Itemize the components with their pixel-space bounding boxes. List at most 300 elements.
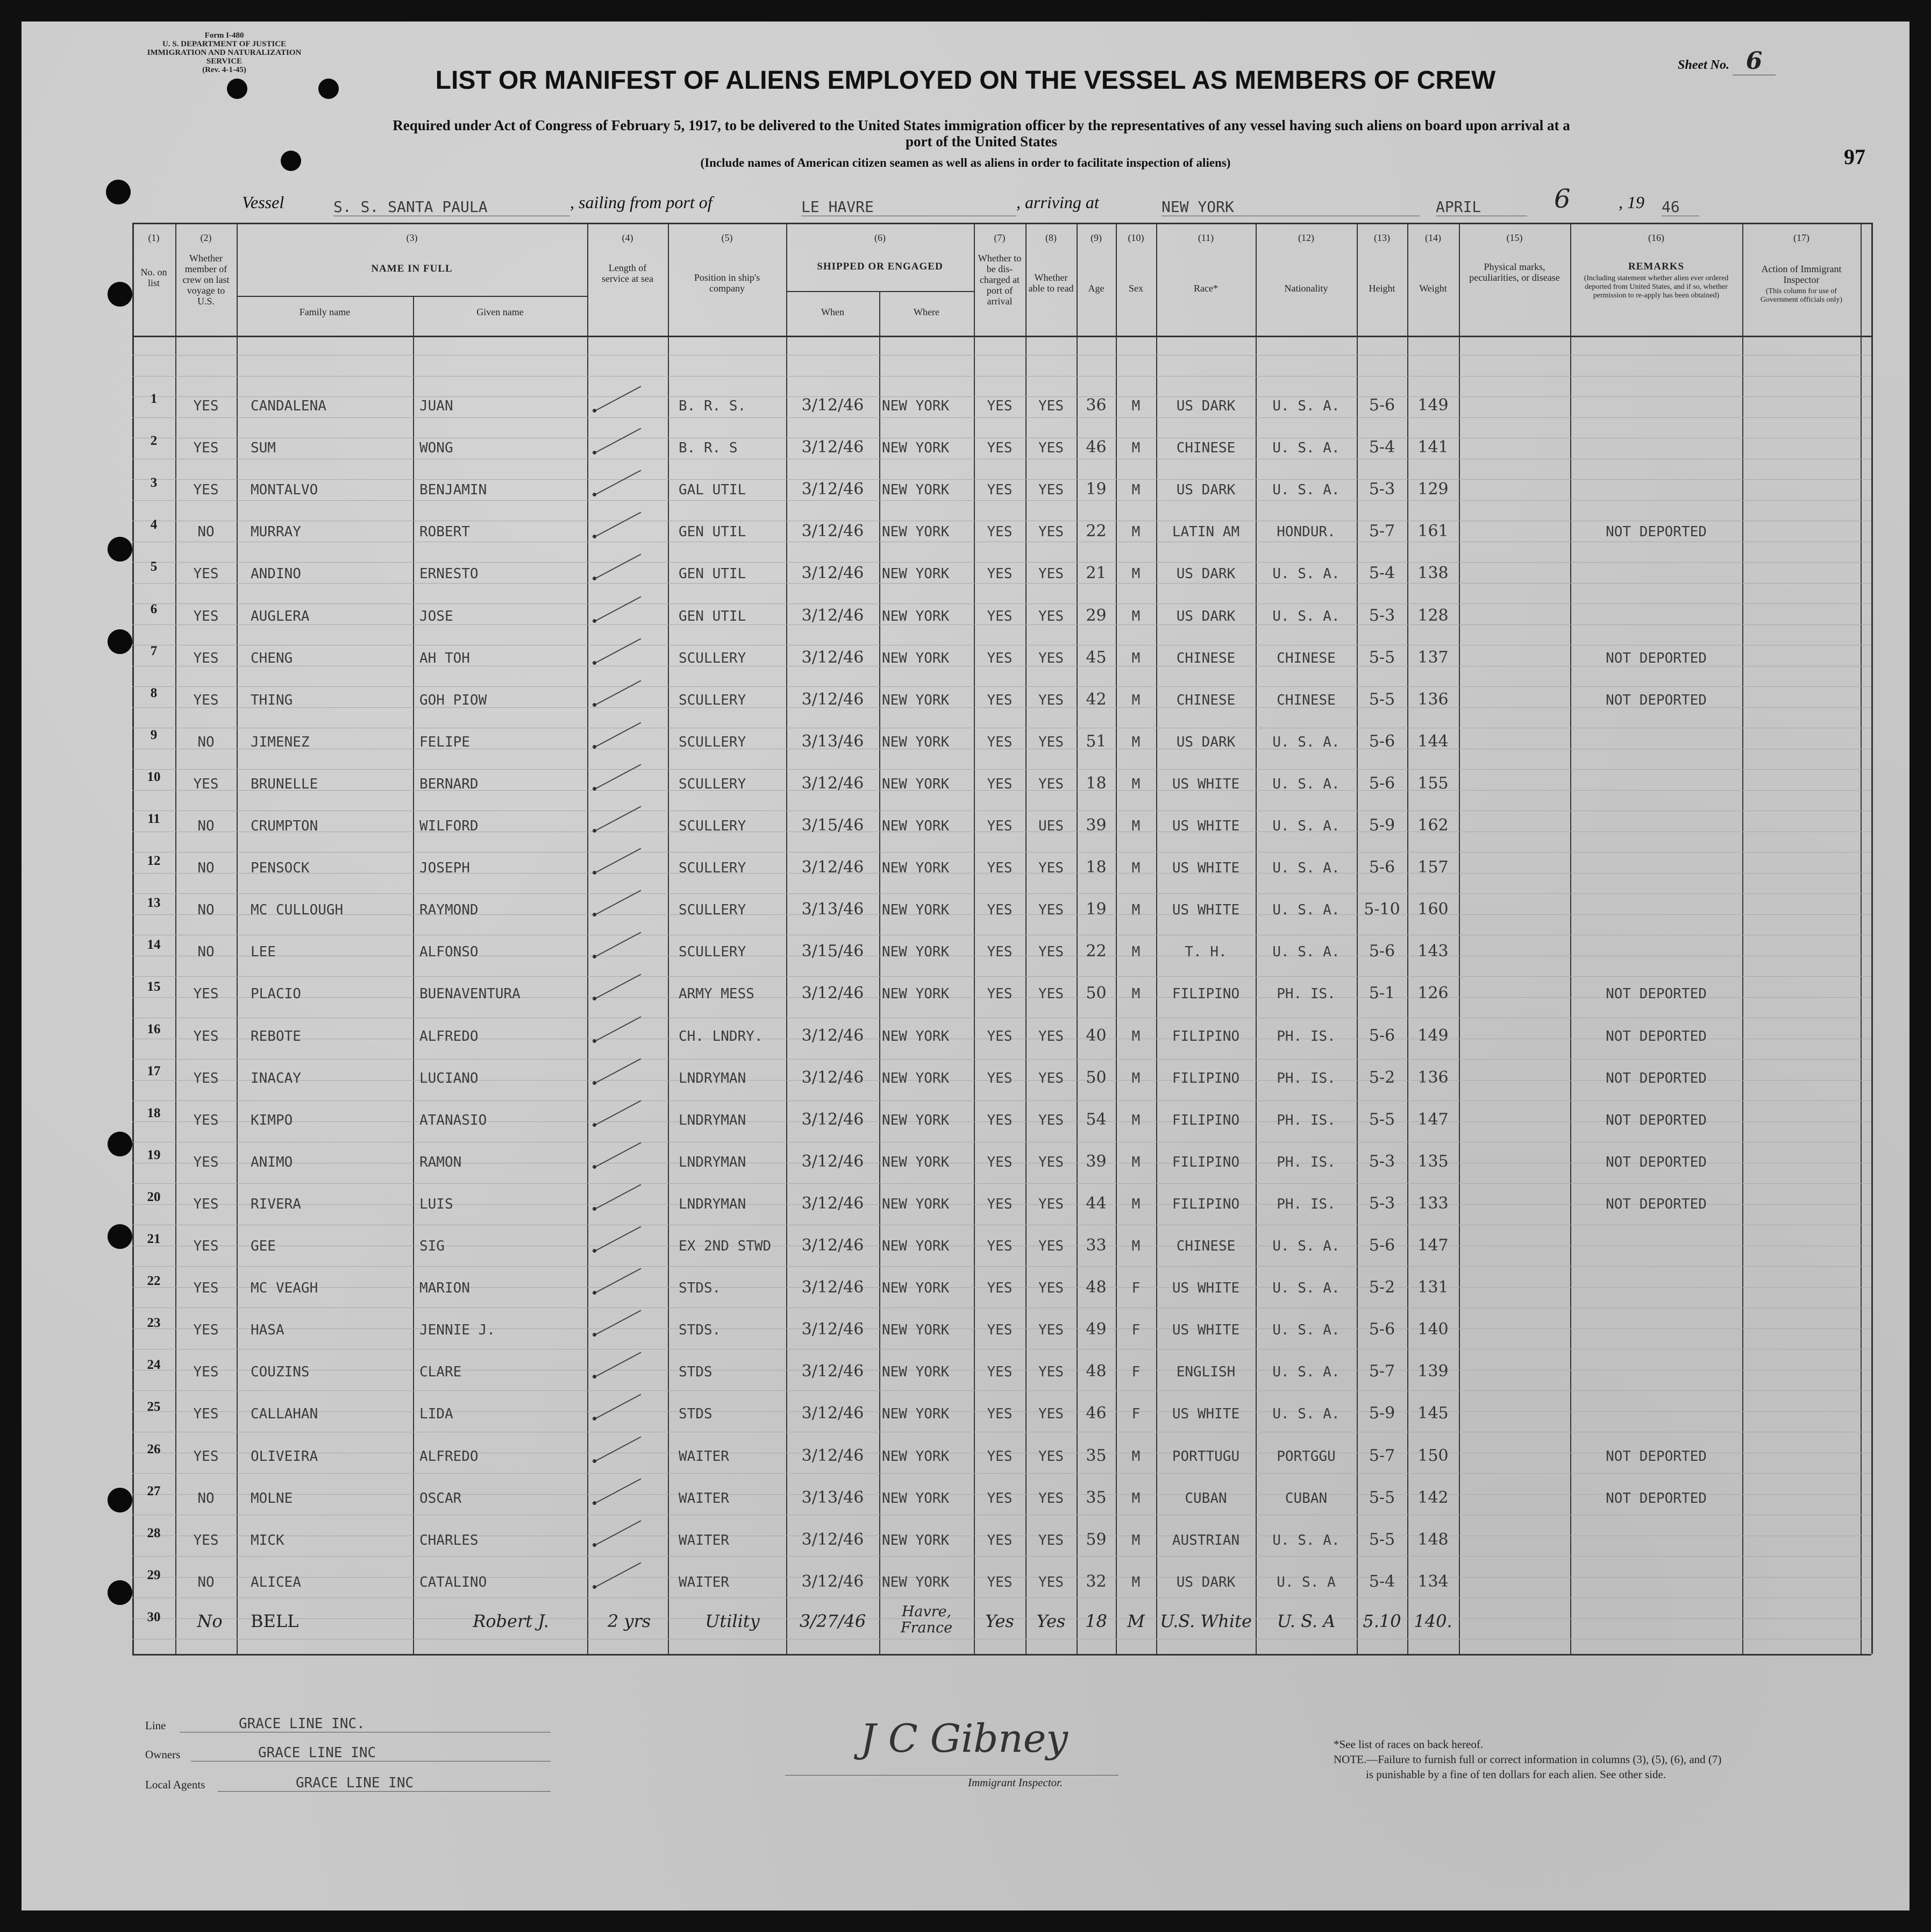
cell-sex: M [1131, 986, 1141, 1002]
subtitle-line-1: Required under Act of Congress of February 5, 1917, to be delivered to the United States immigration officer by the representatives of any vessel having such aliens on board upon arrival at a [393, 117, 1570, 133]
cell-race: US DARK [1176, 1574, 1236, 1590]
check-mark [596, 1394, 642, 1419]
cell-nationality: CUBAN [1285, 1490, 1328, 1507]
cell-age: 21 [1086, 564, 1107, 583]
cell-given: CATALINO [419, 1574, 487, 1590]
check-mark [596, 638, 642, 663]
cell-position: STDS. [679, 1280, 721, 1296]
cell-read: Yes [1036, 1611, 1066, 1631]
cell-discharged: YES [987, 1238, 1013, 1254]
cell-sex: M [1131, 650, 1141, 666]
cell-race: US WHITE [1172, 776, 1240, 792]
cell-given: JOSE [419, 608, 453, 624]
check-mark-dot [593, 745, 596, 749]
cell-family: MURRAY [251, 524, 301, 540]
cell-no: 15 [147, 979, 161, 994]
cell-weight: 144 [1417, 732, 1449, 751]
cell-read: YES [1038, 1448, 1064, 1465]
cell-height: 5-3 [1369, 1194, 1395, 1213]
cell-read: YES [1038, 1406, 1064, 1422]
cell-read: YES [1038, 1154, 1064, 1170]
cell-when: 3/12/46 [801, 774, 864, 793]
cell-age: 19 [1086, 480, 1107, 499]
check-mark [596, 512, 642, 537]
cell-no: 30 [147, 1610, 161, 1624]
cell-crew: NO [197, 1490, 215, 1507]
sheet-number-label: Sheet No. [1678, 58, 1729, 72]
cell-sex: M [1131, 398, 1141, 414]
cell-crew: YES [193, 1532, 219, 1549]
cell-when: 3/12/46 [801, 1446, 864, 1465]
cell-no: 24 [147, 1358, 161, 1372]
cell-nationality: U. S. A. [1272, 1364, 1340, 1380]
cell-given: ALFREDO [419, 1448, 479, 1465]
col9-header: Age [1088, 283, 1105, 294]
check-mark-dot [593, 1207, 596, 1211]
cell-discharged: YES [987, 1364, 1013, 1380]
cell-no: 22 [147, 1274, 161, 1288]
cell-no: 17 [147, 1064, 161, 1078]
cell-where: France [900, 1620, 953, 1636]
cell-age: 42 [1086, 690, 1107, 709]
manifest-sheet [22, 22, 1909, 1910]
cell-no: 4 [150, 517, 158, 532]
cell-no: 18 [147, 1106, 161, 1120]
cell-race: FILIPINO [1172, 1028, 1240, 1045]
cell-discharged: YES [987, 1028, 1013, 1045]
cell-no: 7 [150, 644, 158, 658]
cell-where: NEW YORK [882, 734, 950, 750]
cell-discharged: YES [987, 608, 1013, 624]
cell-weight: 143 [1417, 942, 1449, 961]
check-mark [596, 764, 642, 789]
check-mark-dot [593, 829, 596, 833]
cell-discharged: YES [987, 482, 1013, 498]
cell-position: SCULLERY [679, 734, 746, 750]
cell-sex: M [1131, 818, 1141, 834]
cell-remarks: NOT DEPORTED [1606, 650, 1707, 666]
vessel-name: S. S. SANTA PAULA [333, 198, 570, 216]
agents-value: GRACE LINE INC [218, 1775, 551, 1792]
cell-sex: F [1131, 1280, 1141, 1296]
cell-sex: M [1131, 860, 1141, 876]
cell-crew: YES [193, 986, 219, 1002]
cell-remarks: NOT DEPORTED [1606, 1070, 1707, 1086]
cell-no: 13 [147, 896, 161, 910]
cell-when: 3/15/46 [801, 816, 864, 835]
cell-when: 3/12/46 [801, 438, 864, 457]
check-mark [596, 806, 642, 831]
check-mark-dot [593, 577, 596, 580]
cell-given: ROBERT [419, 524, 470, 540]
cell-race: CUBAN [1185, 1490, 1227, 1507]
check-mark [596, 554, 642, 579]
cell-no: 1 [150, 392, 158, 406]
cell-no: 16 [147, 1022, 161, 1036]
cell-race: US WHITE [1172, 818, 1240, 834]
service: IMMIGRATION AND NATURALIZATION SERVICE [147, 48, 302, 66]
cell-weight: 138 [1417, 564, 1449, 583]
cell-race: US DARK [1176, 398, 1236, 414]
cell-position: SCULLERY [679, 650, 746, 666]
col11-number: (11) [1198, 232, 1214, 243]
cell-when: 3/15/46 [801, 942, 864, 961]
cell-where: Havre, [901, 1603, 952, 1620]
cell-race: US DARK [1176, 734, 1236, 750]
cell-position: B. R. S. [679, 398, 746, 414]
cell-height: 5-4 [1369, 564, 1395, 583]
cell-nationality: U. S. A. [1272, 734, 1340, 750]
cell-family: CRUMPTON [251, 818, 318, 834]
cell-nationality: U. S. A. [1272, 944, 1340, 960]
check-mark [596, 1184, 642, 1209]
cell-when: 3/12/46 [801, 1404, 864, 1423]
cell-read: YES [1038, 650, 1064, 666]
check-mark [596, 1437, 642, 1461]
check-mark-dot [593, 1123, 596, 1127]
col17-subheader: (This column for use of Government officials only) [1760, 287, 1843, 304]
cell-no: 23 [147, 1316, 161, 1330]
cell-nationality: CHINESE [1277, 650, 1336, 666]
cell-position: WAITER [679, 1490, 729, 1507]
cell-family: CANDALENA [251, 398, 326, 414]
subtitle-line-2: port of the United States [906, 133, 1057, 150]
cell-age: 45 [1086, 648, 1107, 667]
cell-read: YES [1038, 1112, 1064, 1128]
cell-age: 51 [1086, 732, 1107, 751]
col13-number: (13) [1374, 232, 1390, 243]
cell-age: 33 [1086, 1236, 1107, 1255]
cell-discharged: YES [987, 440, 1013, 456]
cell-given: CLARE [419, 1364, 462, 1380]
cell-no: 25 [147, 1400, 161, 1414]
check-mark-dot [593, 1543, 596, 1547]
cell-nationality: U. S. A. [1272, 776, 1340, 792]
cell-position: SCULLERY [679, 818, 746, 834]
cell-height: 5-6 [1369, 732, 1395, 751]
cell-height: 5-10 [1364, 900, 1400, 919]
cell-read: YES [1038, 1490, 1064, 1507]
cell-service: 2 yrs [607, 1611, 651, 1631]
agents-label: Local Agents [145, 1778, 205, 1791]
col5-header: Position in ship's company [694, 272, 760, 294]
cell-family: ALICEA [251, 1574, 301, 1590]
cell-position: GEN UTIL [679, 608, 746, 624]
cell-position: GEN UTIL [679, 566, 746, 582]
cell-given: RAYMOND [419, 902, 479, 918]
cell-nationality: HONDUR. [1277, 524, 1336, 540]
cell-sex: M [1131, 1448, 1141, 1465]
cell-read: YES [1038, 1070, 1064, 1086]
cell-where: NEW YORK [882, 1532, 950, 1549]
cell-height: 5-6 [1369, 858, 1395, 877]
cell-race: FILIPINO [1172, 1196, 1240, 1212]
cell-family: MONTALVO [251, 482, 318, 498]
cell-position: WAITER [679, 1532, 729, 1549]
cell-position: LNDRYMAN [679, 1112, 746, 1128]
cell-when: 3/12/46 [801, 522, 864, 541]
cell-discharged: YES [987, 776, 1013, 792]
check-mark [596, 974, 642, 999]
cell-discharged: YES [987, 986, 1013, 1002]
cell-read: YES [1038, 608, 1064, 624]
check-mark [596, 1310, 642, 1335]
cell-height: 5-6 [1369, 1026, 1395, 1045]
cell-no: 26 [147, 1442, 161, 1457]
cell-race: US WHITE [1172, 1280, 1240, 1296]
cell-where: NEW YORK [882, 1070, 950, 1086]
cell-where: NEW YORK [882, 902, 950, 918]
cell-where: NEW YORK [882, 1322, 950, 1338]
cell-read: YES [1038, 944, 1064, 960]
cell-when: 3/12/46 [801, 648, 864, 667]
col4-header: Length of service at sea [602, 262, 653, 284]
cell-age: 39 [1086, 1152, 1107, 1171]
cell-discharged: YES [987, 1490, 1013, 1507]
cell-sex: M [1131, 1112, 1141, 1128]
cell-remarks: NOT DEPORTED [1606, 1154, 1707, 1170]
cell-weight: 134 [1417, 1572, 1449, 1591]
cell-discharged: YES [987, 1112, 1013, 1128]
cell-crew: NO [197, 860, 215, 876]
check-mark-dot [593, 1501, 596, 1505]
page-title: LIST OR MANIFEST OF ALIENS EMPLOYED ON THE VESSEL AS MEMBERS OF CREW [435, 66, 1496, 95]
cell-nationality: U. S. A [1277, 1611, 1336, 1631]
cell-given: BUENAVENTURA [419, 986, 521, 1002]
cell-no: 2 [150, 434, 158, 448]
cell-nationality: U. S. A. [1272, 398, 1340, 414]
cell-age: 36 [1086, 396, 1107, 415]
cell-discharged: YES [987, 734, 1013, 750]
cell-position: SCULLERY [679, 776, 746, 792]
cell-where: NEW YORK [882, 398, 950, 414]
cell-race: US DARK [1176, 566, 1236, 582]
cell-given: SIG [419, 1238, 445, 1254]
col2-number: (2) [200, 232, 212, 243]
cell-where: NEW YORK [882, 986, 950, 1002]
cell-where: NEW YORK [882, 1406, 950, 1422]
cell-nationality: U. S. A [1277, 1574, 1336, 1590]
cell-height: 5-3 [1369, 606, 1395, 625]
cell-weight: 135 [1417, 1152, 1449, 1171]
cell-discharged: YES [987, 1070, 1013, 1086]
cell-height: 5-1 [1369, 984, 1395, 1003]
cell-age: 18 [1086, 858, 1107, 877]
cell-no: 12 [147, 854, 161, 868]
cell-family: BELL [251, 1611, 299, 1631]
cell-height: 5-5 [1369, 1110, 1395, 1129]
cell-no: 8 [150, 686, 158, 700]
cell-given: JENNIE J. [419, 1322, 495, 1338]
col16-header: REMARKS [1628, 261, 1685, 272]
cell-family: LEE [251, 944, 276, 960]
line-label: Line [145, 1719, 166, 1732]
cell-where: NEW YORK [882, 440, 950, 456]
cell-crew: YES [193, 1406, 219, 1422]
cell-when: 3/12/46 [801, 1362, 864, 1381]
cell-sex: M [1131, 734, 1141, 750]
cell-height: 5.10 [1363, 1611, 1401, 1631]
cell-when: 3/12/46 [801, 564, 864, 583]
cell-crew: NO [197, 734, 215, 750]
cell-weight: 126 [1417, 984, 1449, 1003]
cell-height: 5-5 [1369, 1488, 1395, 1507]
cell-height: 5-3 [1369, 480, 1395, 499]
cell-family: ANDINO [251, 566, 301, 582]
cell-where: NEW YORK [882, 566, 950, 582]
cell-no: 6 [150, 602, 158, 616]
cell-discharged: YES [987, 1532, 1013, 1549]
cell-sex: M [1131, 776, 1141, 792]
cell-where: NEW YORK [882, 650, 950, 666]
cell-race: CHINESE [1176, 1238, 1236, 1254]
col8-number: (8) [1045, 232, 1057, 243]
cell-given: JUAN [419, 398, 453, 414]
col10-header: Sex [1129, 283, 1143, 294]
cell-position: STDS [679, 1364, 712, 1380]
cell-where: NEW YORK [882, 1364, 950, 1380]
cell-position: SCULLERY [679, 860, 746, 876]
cell-where: NEW YORK [882, 482, 950, 498]
cell-where: NEW YORK [882, 1280, 950, 1296]
cell-read: YES [1038, 398, 1064, 414]
col1-header: No. on list [140, 267, 167, 288]
cell-read: YES [1038, 482, 1064, 498]
cell-position: LNDRYMAN [679, 1196, 746, 1212]
cell-position: STDS. [679, 1322, 721, 1338]
cell-crew: YES [193, 1322, 219, 1338]
cell-race: FILIPINO [1172, 1112, 1240, 1128]
cell-weight: 148 [1417, 1530, 1449, 1549]
cell-crew: NO [197, 818, 215, 834]
cell-remarks: NOT DEPORTED [1606, 1112, 1707, 1128]
arriving-label: , arriving at [1016, 193, 1099, 212]
cell-crew: YES [193, 1280, 219, 1296]
cell-age: 46 [1086, 438, 1107, 457]
check-mark-dot [593, 409, 596, 413]
cell-given: WONG [419, 440, 453, 456]
cell-age: 39 [1086, 816, 1107, 835]
cell-read: YES [1038, 1364, 1064, 1380]
cell-discharged: YES [987, 1322, 1013, 1338]
cell-given: ATANASIO [419, 1112, 487, 1128]
cell-crew: YES [193, 440, 219, 456]
col7-number: (7) [994, 232, 1006, 243]
cell-weight: 141 [1417, 438, 1449, 457]
cell-age: 46 [1086, 1404, 1107, 1423]
cell-height: 5-6 [1369, 774, 1395, 793]
cell-sex: M [1127, 1611, 1145, 1631]
check-mark [596, 1562, 642, 1587]
cell-position: B. R. S [679, 440, 738, 456]
inspector-label: Immigrant Inspector. [968, 1776, 1063, 1789]
cell-position: Utility [705, 1611, 760, 1631]
cell-discharged: YES [987, 1574, 1013, 1590]
cell-remarks: NOT DEPORTED [1606, 1490, 1707, 1507]
cell-crew: YES [193, 1070, 219, 1086]
cell-age: 19 [1086, 900, 1107, 919]
cell-given: ALFREDO [419, 1028, 479, 1045]
cell-discharged: YES [987, 1196, 1013, 1212]
cell-family: HASA [251, 1322, 284, 1338]
cell-family: AUGLERA [251, 608, 310, 624]
cell-weight: 137 [1417, 648, 1449, 667]
cell-where: NEW YORK [882, 818, 950, 834]
cell-given: LUCIANO [419, 1070, 479, 1086]
cell-family: BRUNELLE [251, 776, 318, 792]
cell-remarks: NOT DEPORTED [1606, 986, 1707, 1002]
cell-nationality: U. S. A. [1272, 1322, 1340, 1338]
cell-position: LNDRYMAN [679, 1070, 746, 1086]
cell-no: 11 [147, 812, 160, 826]
cell-no: 20 [147, 1190, 161, 1204]
cell-given: RAMON [419, 1154, 462, 1170]
col13-header: Height [1369, 283, 1395, 294]
cell-nationality: U. S. A. [1272, 1280, 1340, 1296]
cell-sex: M [1131, 1532, 1141, 1549]
cell-family: JIMENEZ [251, 734, 310, 750]
col16-subheader: (Including statement whether alien ever ordered deported from United States, and if so, whether permission to re-apply has been obtained) [1584, 274, 1729, 300]
cell-when: 3/12/46 [801, 1530, 864, 1549]
cell-race: CHINESE [1176, 692, 1236, 708]
check-mark-dot [593, 661, 596, 665]
cell-crew: YES [193, 398, 219, 414]
cell-race: US WHITE [1172, 1406, 1240, 1422]
cell-no: 27 [147, 1484, 161, 1498]
check-mark [596, 470, 642, 495]
cell-weight: 131 [1417, 1278, 1449, 1297]
cell-read: YES [1038, 734, 1064, 750]
cell-discharged: YES [987, 650, 1013, 666]
cell-read: YES [1038, 1196, 1064, 1212]
col14-number: (14) [1425, 232, 1441, 243]
cell-read: YES [1038, 1532, 1064, 1549]
cell-given: ERNESTO [419, 566, 479, 582]
cell-remarks: NOT DEPORTED [1606, 1196, 1707, 1212]
cell-sex: M [1131, 608, 1141, 624]
arrival-day: 6 [1554, 184, 1571, 214]
cell-read: YES [1038, 1574, 1064, 1590]
check-mark [596, 1268, 642, 1293]
cell-no: 5 [150, 559, 158, 574]
cell-read: YES [1038, 902, 1064, 918]
cell-nationality: PH. IS. [1277, 1028, 1336, 1045]
cell-race: LATIN AM [1172, 524, 1240, 540]
cell-race: US WHITE [1172, 1322, 1240, 1338]
cell-sex: F [1131, 1322, 1141, 1338]
cell-discharged: YES [987, 1280, 1013, 1296]
check-mark [596, 428, 642, 453]
col2-header: Whether member of crew on last voyage to U.S. [182, 253, 230, 307]
check-mark [596, 1226, 642, 1251]
cell-read: UES [1038, 818, 1064, 834]
cell-where: NEW YORK [882, 1238, 950, 1254]
cell-height: 5-2 [1369, 1278, 1395, 1297]
check-mark-dot [593, 1249, 596, 1253]
cell-crew: NO [197, 944, 215, 960]
cell-given: FELIPE [419, 734, 470, 750]
cell-no: 29 [147, 1568, 161, 1582]
cell-nationality: PH. IS. [1277, 1154, 1336, 1170]
cell-when: 3/12/46 [801, 1110, 864, 1129]
cell-when: 3/12/46 [801, 1026, 864, 1045]
cell-weight: 133 [1417, 1194, 1449, 1213]
cell-nationality: U. S. A. [1272, 566, 1340, 582]
cell-position: LNDRYMAN [679, 1154, 746, 1170]
cell-sex: M [1131, 1070, 1141, 1086]
cell-position: ARMY MESS [679, 986, 754, 1002]
cell-discharged: YES [987, 944, 1013, 960]
